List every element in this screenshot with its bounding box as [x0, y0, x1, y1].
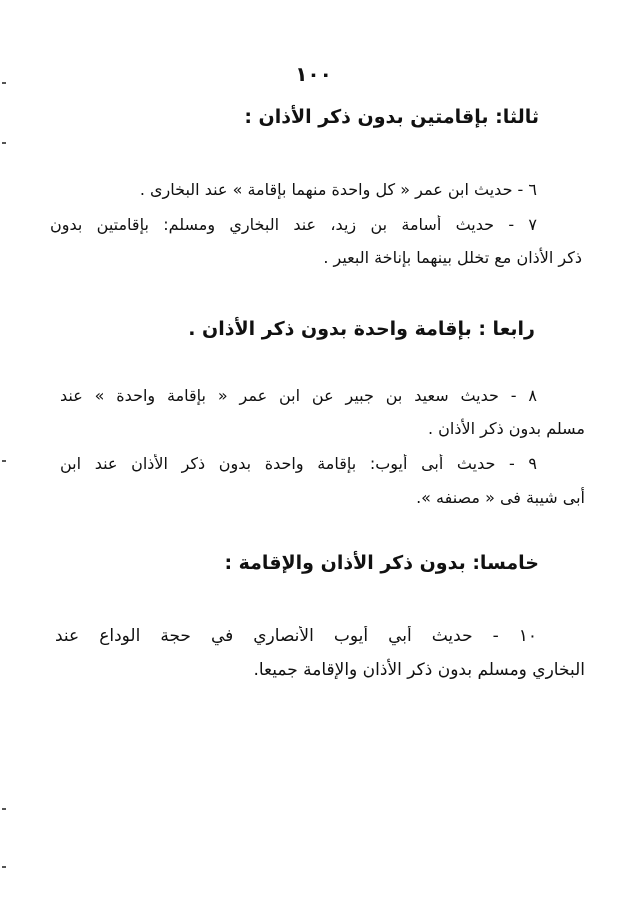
hadith-6-line: ٦ - حديث ابن عمر « كل واحدة منهما بإقامة » عند البخارى .: [139, 180, 537, 199]
section-heading-fifth: خامسا: بدون ذكر الأذان والإقامة :: [224, 552, 539, 574]
hadith-7-line-2: ذكر الأذان مع تخلل بينهما بإناخة البعير .: [323, 248, 582, 267]
scan-mark: [2, 866, 6, 868]
hadith-10-line-2: البخاري ومسلم بدون ذكر الأذان والإقامة جميعا.: [253, 660, 585, 680]
page-number: ١٠٠: [295, 62, 332, 86]
hadith-8-line-2: مسلم بدون ذكر الأذان .: [427, 419, 585, 438]
scan-mark: [2, 142, 6, 144]
section-heading-fourth: رابعا : بإقامة واحدة بدون ذكر الأذان .: [188, 318, 535, 340]
scan-mark: [2, 808, 6, 810]
hadith-7-line-1: ٧ - حديث أسامة بن زيد، عند البخاري ومسلم: بإقامتين بدون: [50, 215, 537, 234]
hadith-9-line-2: أبى شيبة فى « مصنفه ».: [416, 488, 585, 507]
scan-mark: [2, 460, 6, 462]
section-heading-third: ثالثا: بإقامتين بدون ذكر الأذان :: [244, 106, 539, 128]
scan-mark: [2, 82, 6, 84]
hadith-9-line-1: ٩ - حديث أبى أيوب: بإقامة واحدة بدون ذكر الأذان عند ابن: [60, 454, 537, 473]
hadith-8-line-1: ٨ - حديث سعيد بن جبير عن ابن عمر « بإقامة واحدة » عند: [60, 386, 537, 405]
hadith-10-line-1: ١٠ - حديث أبي أيوب الأنصاري في حجة الوداع عند: [55, 626, 537, 646]
